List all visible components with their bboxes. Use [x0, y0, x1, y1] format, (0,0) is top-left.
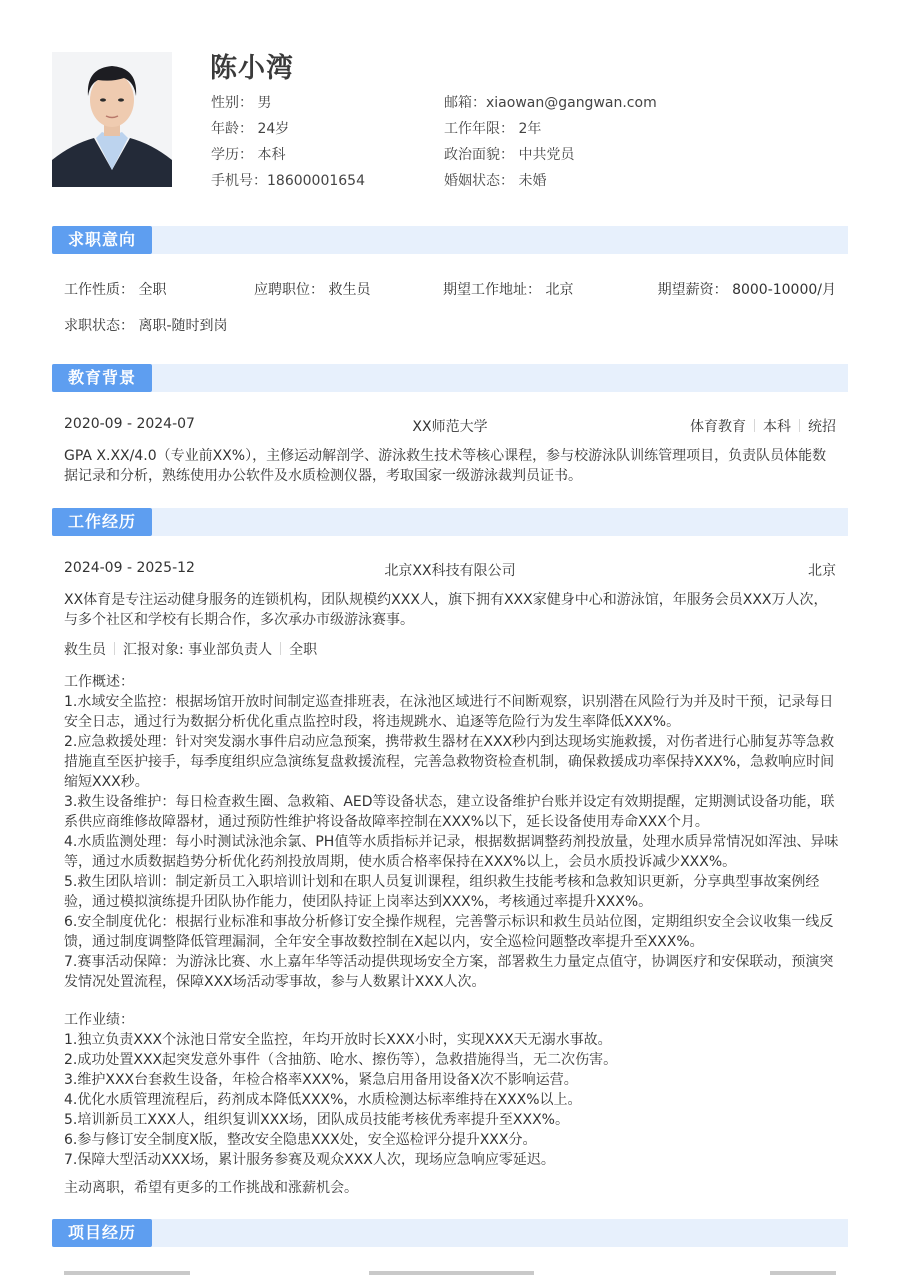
basic-info-left	[211, 90, 365, 194]
intent-position: 应聘职位： 救生员	[254, 282, 371, 298]
company-intro: XX体育是专注运动健身服务的连锁机构，团队规模约XXX人，旗下拥有XXX家健身中心和游泳馆，年服务会员XXX万人次，与多个社区和学校有长期合作，多次承办市级游泳赛事。	[64, 592, 828, 628]
intent-salary: 期望薪资： 8000-10000/月	[657, 282, 836, 298]
basic-info-right	[444, 90, 657, 194]
overview-item: 6.安全制度优化：根据行业标准和事故分析修订安全操作规程，完善警示标识和救生员站位图，定期组织安全会议收集一线反馈，通过制度调整降低管理漏洞，全年安全事故数控制在X起以内，安全巡检问题整改率提升至XXX%。	[64, 914, 834, 950]
achievement-item: 6.参与修订安全制度X版，整改安全隐患XXX处，安全巡检评分提升XXX分。	[64, 1132, 537, 1148]
divider	[114, 642, 115, 655]
info-work-years: 工作年限： 2年	[444, 121, 542, 137]
info-gender: 性别： 男	[211, 95, 272, 111]
info-phone: 手机号：18600001654	[211, 173, 365, 189]
info-political-status: 政治面貌： 中共党员	[444, 147, 575, 163]
overview-item: 4.水质监测处理：每小时测试泳池余氯、PH值等水质指标并记录，根据数据调整药剂投放量，处理水质异常情况如浑浊、异味等，通过水质数据趋势分析优化药剂投放周期，使水质合格率保持在XXX%以上，会员水质投诉减少XXX%。	[64, 834, 839, 870]
work-overview	[64, 672, 840, 992]
project-meta-clipped	[770, 1271, 836, 1275]
achievements-title: 工作业绩：	[64, 1012, 134, 1028]
intent-status: 求职状态： 离职-随时到岗	[64, 318, 228, 334]
work-city: 北京	[808, 563, 836, 579]
overview-item: 5.救生团队培训：制定新员工入职培训计划和在职人员复训课程，组织救生技能考核和急救知识更新，分享典型事故案例经验，通过模拟演练提升团队协作能力，使团队持证上岗率达到XXX%，考核通过率提升XXX%。	[64, 874, 820, 910]
work-position: 救生员	[64, 642, 106, 658]
education-meta	[690, 416, 836, 436]
info-education: 学历： 本科	[211, 147, 286, 163]
candidate-name: 陈小湾	[210, 53, 294, 84]
section-header-job-intent	[52, 226, 848, 254]
education-type: 统招	[808, 419, 836, 435]
divider	[754, 419, 755, 432]
project-row-clipped	[64, 1268, 836, 1275]
achievement-item: 4.优化水质管理流程后，药剂成本降低XXX%，水质检测达标率维持在XXX%以上。	[64, 1092, 582, 1108]
education-major: 体育教育	[690, 419, 746, 435]
achievement-item: 2.成功处置XXX起突发意外事件（含抽筋、呛水、擦伤等），急救措施得当，无二次伤害。	[64, 1052, 618, 1068]
info-age: 年龄： 24岁	[211, 121, 290, 137]
divider	[280, 642, 281, 655]
education-degree: 本科	[763, 419, 791, 435]
education-school: XX师范大学	[412, 419, 488, 435]
education-row	[64, 416, 836, 436]
section-title: 项目经历	[52, 1219, 152, 1247]
overview-item: 3.救生设备维护：每日检查救生圈、急救箱、AED等设备状态，建立设备维护台账并设定有效期提醒，定期测试设备功能，联系供应商维修故障器材，通过预防性维护将设备故障率控制在XXX%以下，延长设备使用寿命XXX个月。	[64, 794, 835, 830]
overview-item: 2.应急救援处理：针对突发溺水事件启动应急预案，携带救生器材在XXX秒内到达现场实施救援，对伤者进行心肺复苏等急救措施直至医护接手，每季度组织应急演练复盘救援流程，完善急救物资检查机制，确保救援成功率保持XXX%，急救响应时间缩短XXX秒。	[64, 734, 835, 790]
overview-item: 1.水域安全监控：根据场馆开放时间制定巡查排班表，在泳池区域进行不间断观察，识别潜在风险行为并及时干预，记录每日安全日志，通过行为数据分析优化重点监控时段，将违规跳水、追逐等危险行为发生率降低XXX%。	[64, 694, 834, 730]
info-email: 邮箱：xiaowan@gangwan.com	[444, 95, 657, 111]
work-company: 北京XX科技有限公司	[384, 563, 516, 579]
work-row	[64, 560, 836, 580]
section-header-education	[52, 364, 848, 392]
education-description: GPA X.XX/4.0（专业前XX%），主修运动解剖学、游泳救生技术等核心课程，参与校游泳队训练管理项目，负责队员体能数据记录和分析，熟练使用办公软件及水质检测仪器，考取国家一级游泳裁判员证书。	[64, 448, 827, 484]
work-employment: 全职	[289, 642, 318, 658]
profile-photo	[52, 52, 172, 187]
info-marital-status: 婚姻状态： 未婚	[444, 173, 547, 189]
overview-title: 工作概述：	[64, 674, 134, 690]
achievement-item: 5.培训新员工XXX人，组织复训XXX场，团队成员技能考核优秀率提升至XXX%。	[64, 1112, 569, 1128]
work-role-meta	[64, 639, 317, 659]
intent-work-type: 工作性质： 全职	[64, 282, 167, 298]
section-title: 教育背景	[52, 364, 152, 392]
project-name-clipped	[369, 1271, 534, 1275]
education-period: 2020-09 - 2024-07	[64, 416, 195, 432]
intent-location: 期望工作地址： 北京	[443, 282, 574, 298]
achievement-item: 3.维护XXX台套救生设备，年检合格率XXX%，紧急启用备用设备X次不影响运营。	[64, 1072, 578, 1088]
work-achievements	[64, 1010, 840, 1170]
work-period: 2024-09 - 2025-12	[64, 560, 195, 576]
section-header-work	[52, 508, 848, 536]
section-title: 工作经历	[52, 508, 152, 536]
achievement-item: 7.保障大型活动XXX场，累计服务参赛及观众XXX人次，现场应急响应零延迟。	[64, 1152, 555, 1168]
section-title: 求职意向	[52, 226, 152, 254]
achievement-item: 1.独立负责XXX个泳池日常安全监控，年均开放时长XXX小时，实现XXX天无溺水事故。	[64, 1032, 612, 1048]
section-header-projects	[52, 1219, 848, 1247]
divider	[799, 419, 800, 432]
project-period-clipped	[64, 1271, 190, 1275]
leave-reason: 主动离职，希望有更多的工作挑战和涨薪机会。	[64, 1180, 358, 1196]
portrait-photo-icon	[52, 52, 172, 187]
overview-item: 7.赛事活动保障：为游泳比赛、水上嘉年华等活动提供现场安全方案，部署救生力量定点值守，协调医疗和安保联动，预演突发情况处置流程，保障XXX场活动零事故，参与人数累计XXX人次。	[64, 954, 834, 990]
work-report-to: 汇报对象: 事业部负责人	[123, 642, 273, 658]
